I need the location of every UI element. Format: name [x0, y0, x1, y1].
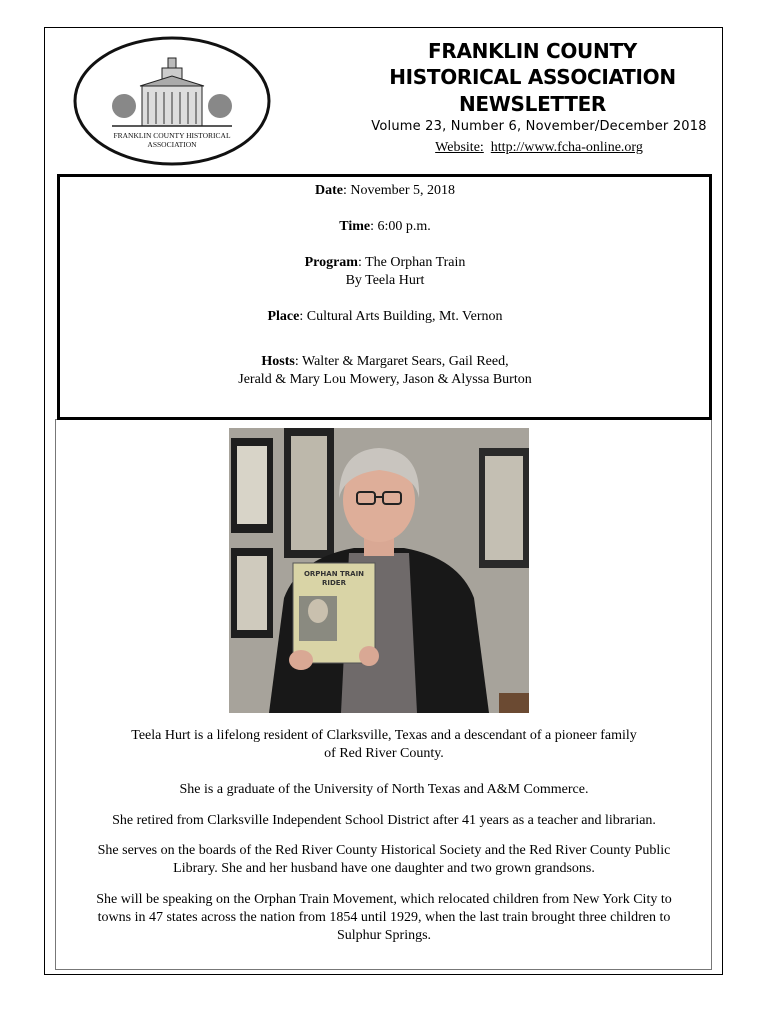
bio-p4-line2: Library. She and her husband have one daughter and two grown grandsons.: [173, 861, 595, 876]
event-details-box: [57, 174, 712, 420]
bio-p5-line2: towns in 47 states across the nation from 1854 until 1929, when the last train brought three children to: [97, 910, 671, 925]
bio-p5-line1: She will be speaking on the Orphan Train Movement, which relocated children from New York City to: [96, 892, 672, 907]
event-place: [60, 308, 710, 326]
event-program-author: By Teela Hurt: [345, 273, 425, 288]
newsletter-title-line2: HISTORICAL ASSOCIATION: [389, 65, 676, 89]
bio-paragraph-2: She is a graduate of the University of North Texas and A&M Commerce.: [179, 782, 589, 797]
courthouse-logo-icon: [72, 34, 272, 168]
event-hosts-line2: Jerald & Mary Lou Mowery, Jason & Alyssa Burton: [238, 372, 532, 387]
program-label: Program: [304, 255, 358, 270]
bio-paragraph-5: [66, 891, 702, 945]
time-value: : 6:00 p.m.: [370, 219, 431, 234]
program-value: : The Orphan Train: [357, 255, 466, 270]
association-logo: [72, 34, 272, 168]
hosts-value: : Walter & Margaret Sears, Gail Reed,: [294, 354, 509, 369]
bio-paragraph-3: She retired from Clarksville Independent School District after 41 years as a teacher and librarian.: [112, 813, 656, 828]
bio-paragraph-1: [66, 727, 702, 763]
book-title-line2: RIDER: [322, 579, 346, 587]
newsletter-title-line3: NEWSLETTER: [458, 92, 607, 116]
book-title-line1: ORPHAN TRAIN: [303, 570, 365, 578]
logo-text-line2: ASSOCIATION: [147, 140, 197, 149]
event-program: [60, 254, 710, 272]
place-label: Place: [267, 309, 300, 324]
website-line: [364, 140, 714, 156]
website-label: Website:: [435, 140, 484, 155]
event-date: [60, 182, 710, 200]
logo-text-line1: FRANKLIN COUNTY HISTORICAL: [113, 131, 231, 140]
bio-p1-line1: Teela Hurt is a lifelong resident of Clarksville, Texas and a descendant of a pioneer family: [131, 728, 637, 743]
volume-info: Volume 23, Number 6, November/December 2018: [371, 119, 707, 134]
speaker-photo-image: [229, 428, 529, 713]
place-value: : Cultural Arts Building, Mt. Vernon: [299, 309, 503, 324]
event-time: [60, 218, 710, 236]
bio-paragraph-4: [66, 842, 702, 878]
newsletter-title-line1: FRANKLIN COUNTY: [428, 39, 637, 63]
bio-p1-line2: of Red River County.: [324, 746, 444, 761]
date-value: : November 5, 2018: [343, 183, 455, 198]
bio-p5-line3: Sulphur Springs.: [336, 928, 432, 943]
bio-p4-line1: She serves on the boards of the Red River County Historical Society and the Red River County Public: [97, 843, 671, 858]
speaker-photo: [229, 428, 529, 713]
event-hosts: [60, 353, 710, 371]
time-label: Time: [339, 219, 371, 234]
hosts-label: Hosts: [261, 354, 295, 369]
website-link[interactable]: http://www.fcha-online.org: [490, 140, 643, 155]
date-label: Date: [315, 183, 343, 198]
